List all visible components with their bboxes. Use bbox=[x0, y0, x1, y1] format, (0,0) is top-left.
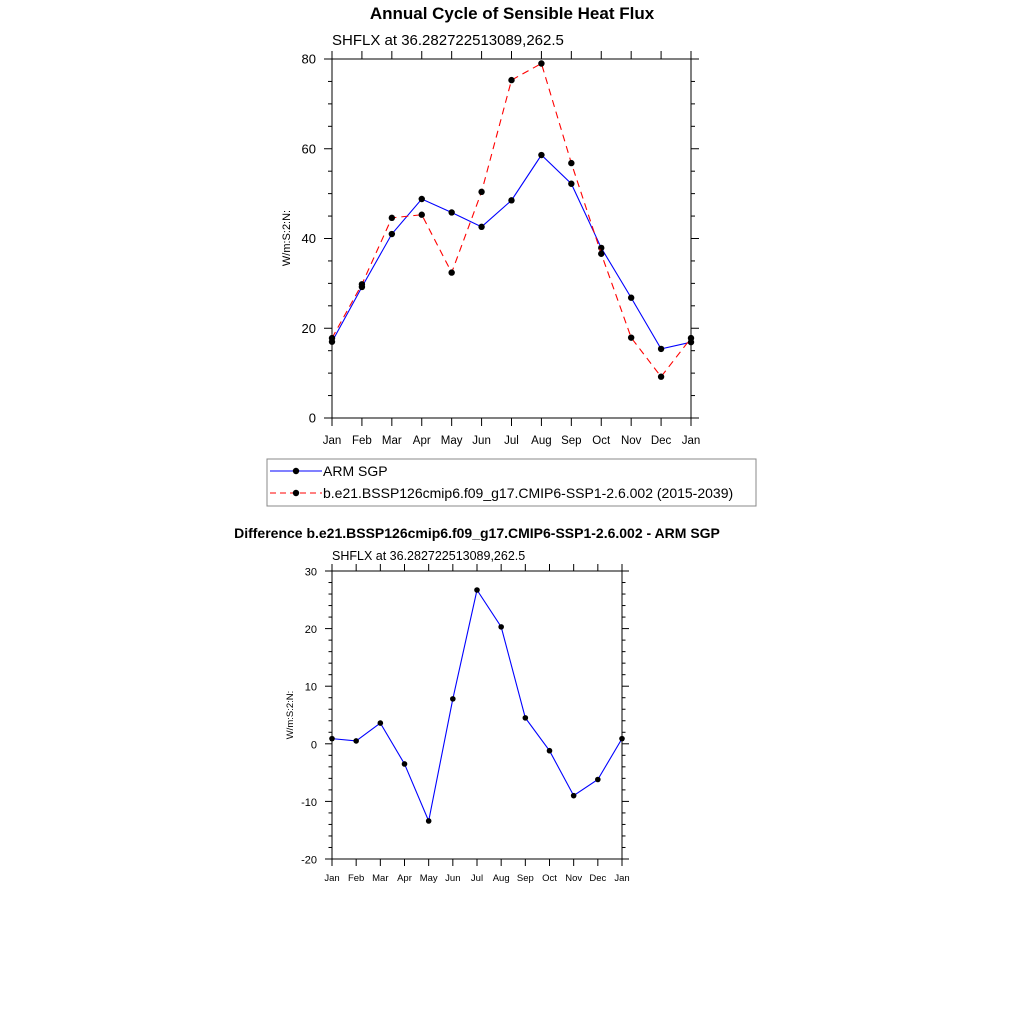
x-tick-label: Nov bbox=[620, 435, 642, 447]
data-point bbox=[658, 346, 664, 352]
difference-chart bbox=[234, 525, 720, 884]
y-tick-label: 20 bbox=[301, 320, 316, 336]
x-tick-label: Oct bbox=[542, 873, 557, 884]
y-tick-label: 60 bbox=[301, 141, 316, 157]
x-tick-label: Nov bbox=[565, 873, 583, 884]
x-tick-label: Mar bbox=[381, 435, 402, 447]
x-tick-label: May bbox=[440, 435, 463, 447]
x-tick-label: Apr bbox=[397, 873, 412, 884]
y-tick-label: 0 bbox=[310, 739, 317, 752]
tick-labels bbox=[301, 567, 630, 885]
legend bbox=[267, 459, 756, 506]
x-tick-label: Jun bbox=[445, 873, 461, 884]
data-point bbox=[658, 374, 664, 380]
x-tick-label: Jul bbox=[470, 873, 484, 884]
data-point bbox=[448, 269, 454, 275]
data-point bbox=[628, 295, 634, 301]
x-tick-label: Sep bbox=[516, 873, 534, 884]
plot-frame bbox=[332, 59, 691, 418]
x-tick-label: Feb bbox=[352, 435, 372, 447]
x-tick-label: Oct bbox=[592, 435, 611, 447]
series-line-0 bbox=[332, 155, 691, 349]
chart-subtitle: SHFLX at 36.282722513089,262.5 bbox=[332, 549, 526, 563]
legend-label-arm-sgp: ARM SGP bbox=[323, 463, 388, 479]
x-tick-label: Jan bbox=[322, 435, 342, 447]
chart-subtitle: SHFLX at 36.282722513089,262.5 bbox=[332, 32, 564, 49]
y-tick-label: 40 bbox=[301, 231, 316, 246]
data-point bbox=[595, 777, 601, 783]
data-point bbox=[359, 281, 365, 287]
x-tick-label: Jun bbox=[472, 435, 491, 447]
y-tick-label: 30 bbox=[304, 566, 317, 579]
data-point bbox=[571, 793, 577, 799]
chart-title: Difference b.e21.BSSP126cmip6.f09_g17.CMIP6-SSP1-2.6.002 - ARM SGP bbox=[234, 525, 720, 541]
x-tick-label: Aug bbox=[531, 435, 552, 447]
y-tick-label: -20 bbox=[301, 854, 317, 867]
legend-marker-arm-sgp bbox=[293, 468, 299, 474]
y-tick-label: -10 bbox=[301, 796, 317, 809]
data-point bbox=[426, 818, 432, 824]
data-point bbox=[547, 748, 553, 754]
series-line-0 bbox=[332, 590, 622, 821]
x-tick-label: Apr bbox=[412, 435, 431, 447]
x-tick-label: Dec bbox=[650, 435, 672, 447]
x-tick-label: Jan bbox=[681, 435, 701, 447]
data-point bbox=[474, 587, 480, 593]
data-point bbox=[419, 196, 425, 202]
y-tick-label: 10 bbox=[304, 681, 317, 694]
data-point bbox=[598, 251, 604, 257]
data-point bbox=[378, 720, 384, 726]
data-point bbox=[450, 696, 456, 702]
y-tick-label: 80 bbox=[301, 51, 316, 67]
y-tick-label: 20 bbox=[304, 624, 317, 637]
data-point bbox=[568, 160, 574, 166]
data-point bbox=[523, 715, 529, 721]
tick-labels bbox=[302, 52, 701, 448]
x-tick-label: Feb bbox=[347, 873, 365, 884]
data-point bbox=[478, 224, 484, 230]
legend-marker-model bbox=[293, 490, 299, 496]
y-axis-label: W/m:S:2:N: bbox=[281, 209, 293, 267]
data-point bbox=[478, 189, 484, 195]
x-tick-label: Jan bbox=[324, 873, 340, 884]
data-point bbox=[448, 209, 454, 215]
data-point bbox=[538, 152, 544, 158]
x-tick-label: Mar bbox=[372, 873, 389, 884]
x-tick-label: Jan bbox=[614, 873, 630, 884]
data-point bbox=[598, 245, 604, 251]
data-point bbox=[538, 60, 544, 66]
x-tick-label: May bbox=[419, 873, 438, 884]
x-tick-label: Jul bbox=[504, 435, 519, 447]
series-line-1 bbox=[332, 63, 691, 376]
x-tick-label: Sep bbox=[561, 435, 582, 447]
data-point bbox=[353, 738, 359, 744]
data-point bbox=[568, 181, 574, 187]
chart-title: Annual Cycle of Sensible Heat Flux bbox=[369, 4, 655, 23]
y-tick-label: 0 bbox=[308, 410, 316, 426]
series-group bbox=[329, 587, 625, 824]
data-point bbox=[419, 212, 425, 218]
annual-cycle-chart bbox=[281, 4, 700, 447]
data-point bbox=[628, 334, 634, 340]
data-point bbox=[389, 215, 395, 221]
axis-ticks bbox=[325, 564, 629, 866]
plot-frame bbox=[332, 571, 622, 859]
x-tick-label: Aug bbox=[492, 873, 510, 884]
legend-label-model: b.e21.BSSP126cmip6.f09_g17.CMIP6-SSP1-2.6.002 (2015-2039) bbox=[323, 485, 734, 501]
series-group bbox=[329, 60, 694, 380]
y-axis-label: W/m:S:2:N: bbox=[285, 690, 296, 740]
axis-ticks bbox=[324, 51, 699, 426]
data-point bbox=[402, 761, 408, 767]
data-point bbox=[508, 77, 514, 83]
data-point bbox=[508, 197, 514, 203]
data-point bbox=[498, 624, 504, 630]
data-point bbox=[389, 231, 395, 237]
x-tick-label: Dec bbox=[589, 873, 607, 884]
